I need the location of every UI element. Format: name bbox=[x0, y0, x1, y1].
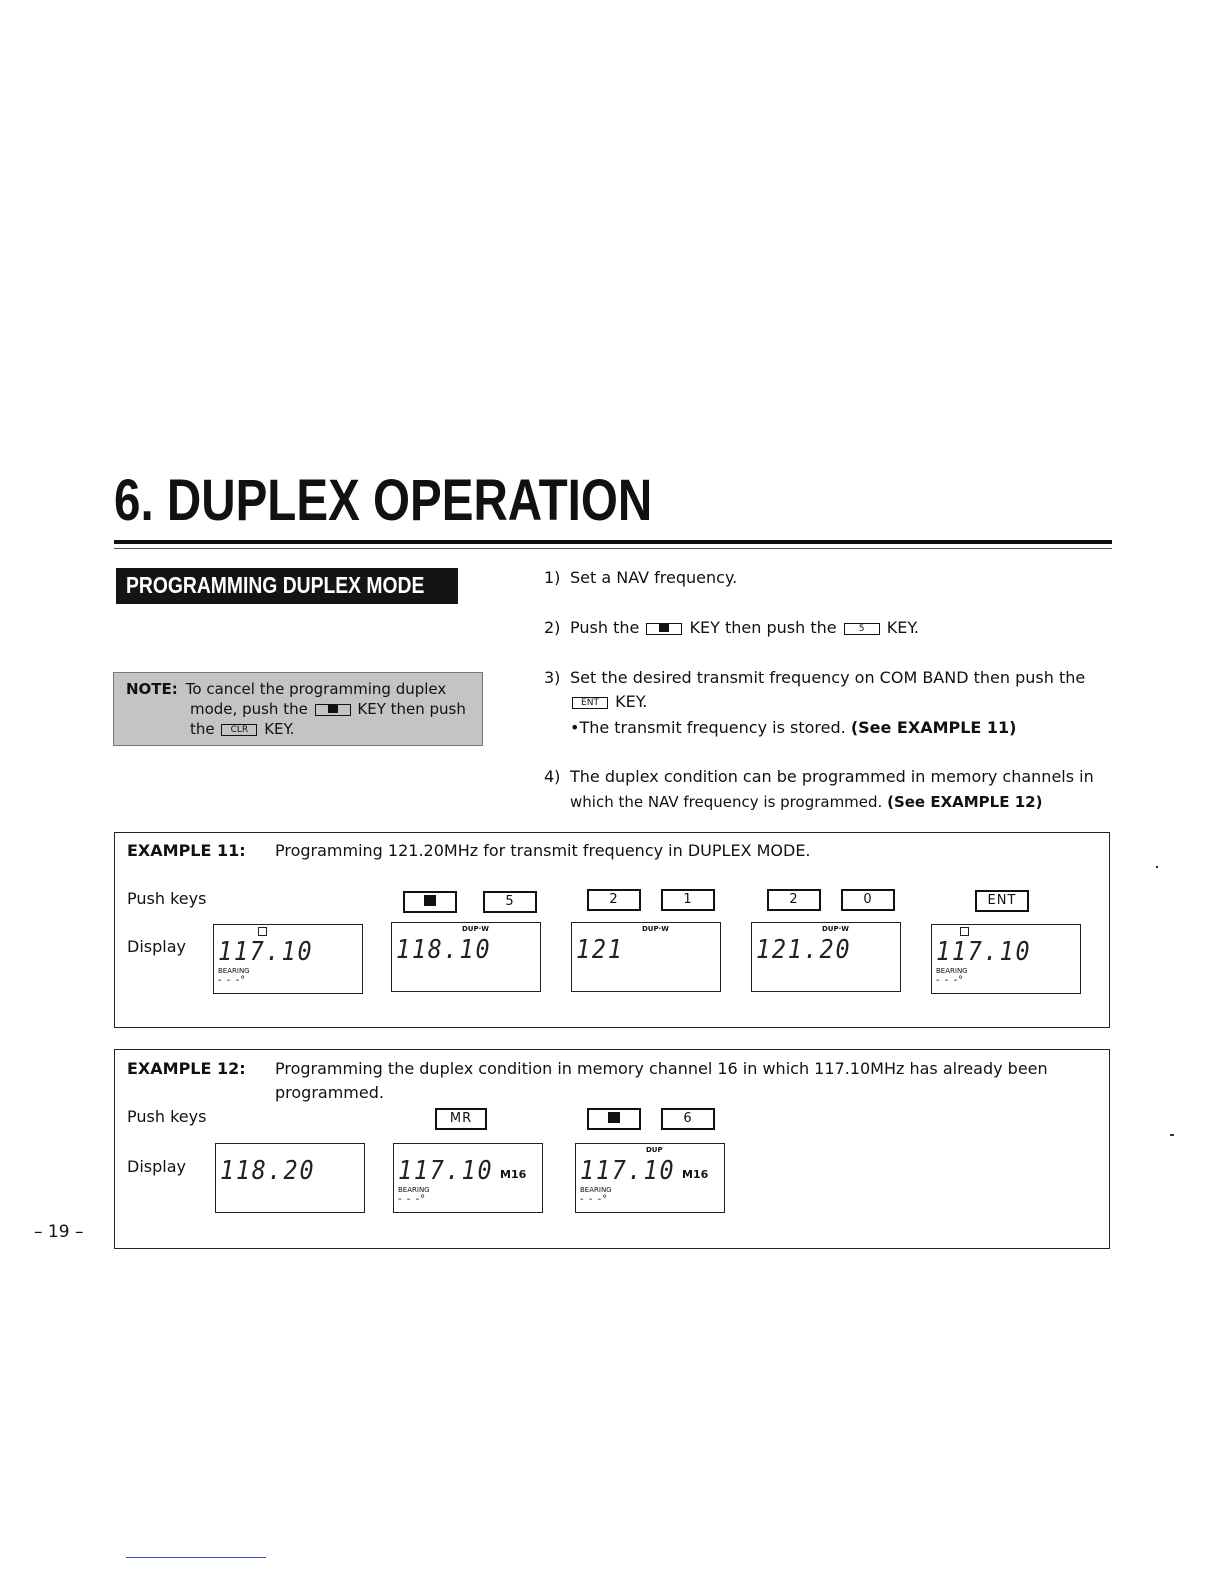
note-box bbox=[113, 672, 483, 746]
example-11-box bbox=[114, 832, 1110, 1028]
step-4 bbox=[544, 765, 1094, 789]
memory-indicator-icon bbox=[960, 927, 969, 936]
step-2-text-b: KEY then push the bbox=[689, 618, 837, 637]
lcd-frequency: 118.20 bbox=[220, 1156, 316, 1186]
clr-key-icon: CLR bbox=[221, 724, 257, 736]
scan-speck bbox=[1156, 866, 1158, 868]
step-4-text-b: which the NAV frequency is programmed. bbox=[570, 793, 883, 811]
section-heading bbox=[116, 568, 458, 604]
key-6: 6 bbox=[661, 1108, 715, 1130]
lcd-bearing-label: BEARING bbox=[936, 967, 968, 975]
key-2: 2 bbox=[767, 889, 821, 911]
step-3-bullet bbox=[570, 716, 1017, 740]
step-1-number: 1) bbox=[544, 568, 561, 587]
lcd-display bbox=[571, 922, 721, 992]
lcd-display bbox=[391, 922, 541, 992]
example-11-description: Programming 121.20MHz for transmit frequency in DUPLEX MODE. bbox=[275, 841, 811, 860]
step-3-number: 3) bbox=[544, 668, 561, 687]
step-4-number: 4) bbox=[544, 767, 561, 786]
lcd-display bbox=[215, 1143, 365, 1213]
step-3-line-2 bbox=[570, 690, 647, 714]
lcd-bearing-value: - - -° bbox=[218, 975, 247, 986]
example-12-label: EXAMPLE 12: bbox=[127, 1059, 246, 1078]
step-4-line-2 bbox=[570, 790, 1042, 814]
lcd-frequency: 117.10 bbox=[580, 1156, 676, 1186]
lcd-bearing-label: BEARING bbox=[398, 1186, 430, 1194]
lcd-dupw-tag: DUP·W bbox=[462, 925, 490, 933]
step-4-text-a: The duplex condition can be programmed in memory channels in bbox=[570, 767, 1094, 786]
lcd-dupw-tag: DUP·W bbox=[822, 925, 850, 933]
mr-key: MR bbox=[435, 1108, 487, 1130]
note-text-1: To cancel the programming duplex bbox=[185, 680, 447, 698]
step-1 bbox=[544, 566, 737, 590]
step-3-reference: (See EXAMPLE 11) bbox=[850, 718, 1017, 737]
f-key bbox=[403, 891, 457, 913]
example-12-box bbox=[114, 1049, 1110, 1249]
example-11-label: EXAMPLE 11: bbox=[127, 841, 246, 860]
lcd-bearing-label: BEARING bbox=[580, 1186, 612, 1194]
step-2 bbox=[544, 616, 919, 640]
key-0: 0 bbox=[841, 889, 895, 911]
step-4-reference: (See EXAMPLE 12) bbox=[887, 793, 1043, 811]
lcd-bearing-value: - - -° bbox=[398, 1194, 427, 1205]
section-heading-text: PROGRAMMING DUPLEX MODE bbox=[126, 572, 425, 598]
lcd-bearing-value: - - -° bbox=[936, 975, 965, 986]
f-key bbox=[587, 1108, 641, 1130]
display-label: Display bbox=[127, 937, 186, 956]
note-text-3a: the bbox=[190, 720, 215, 738]
key-2: 2 bbox=[587, 889, 641, 911]
example-12-description-line-2: programmed. bbox=[275, 1083, 384, 1102]
page-number: – 19 – bbox=[34, 1222, 84, 1242]
key-5: 5 bbox=[483, 891, 537, 913]
lcd-display bbox=[575, 1143, 725, 1213]
lcd-frequency: 118.10 bbox=[396, 935, 492, 965]
note-text-3b: KEY. bbox=[264, 720, 295, 738]
footer-underline bbox=[126, 1557, 266, 1558]
lcd-channel: M16 bbox=[500, 1168, 527, 1181]
step-2-text-c: KEY. bbox=[886, 618, 919, 637]
page-title: 6. DUPLEX OPERATION bbox=[114, 468, 653, 533]
lcd-bearing-label: BEARING bbox=[218, 967, 250, 975]
step-3-bullet-text: •The transmit frequency is stored. bbox=[570, 718, 846, 737]
memory-indicator-icon bbox=[258, 927, 267, 936]
example-12-title bbox=[127, 1059, 1048, 1078]
lcd-display bbox=[393, 1143, 543, 1213]
lcd-frequency: 121 bbox=[576, 935, 624, 965]
lcd-frequency: 117.10 bbox=[936, 937, 1032, 967]
step-3-text-b: KEY. bbox=[615, 692, 648, 711]
key-5-icon: 5 bbox=[844, 623, 880, 635]
lcd-dup-tag: DUP bbox=[646, 1146, 663, 1154]
lcd-frequency: 117.10 bbox=[218, 937, 314, 967]
step-1-text: Set a NAV frequency. bbox=[570, 568, 738, 587]
lcd-frequency: 121.20 bbox=[756, 935, 852, 965]
f-key-icon bbox=[646, 623, 682, 635]
f-key-icon bbox=[315, 704, 351, 716]
lcd-bearing-value: - - -° bbox=[580, 1194, 609, 1205]
lcd-display bbox=[213, 924, 363, 994]
ent-key-icon: ENT bbox=[572, 697, 608, 709]
step-3 bbox=[544, 666, 1085, 690]
title-rule bbox=[114, 540, 1112, 544]
key-1: 1 bbox=[661, 889, 715, 911]
lcd-display bbox=[751, 922, 901, 992]
ent-key: ENT bbox=[975, 890, 1029, 912]
scan-speck bbox=[1170, 1134, 1174, 1136]
push-keys-label: Push keys bbox=[127, 1107, 207, 1126]
step-3-text-a: Set the desired transmit frequency on COM BAND then push the bbox=[570, 668, 1086, 687]
note-line-1 bbox=[126, 679, 472, 699]
step-2-number: 2) bbox=[544, 618, 561, 637]
lcd-dupw-tag: DUP·W bbox=[642, 925, 670, 933]
example-11-title bbox=[127, 841, 811, 860]
note-label: NOTE: bbox=[126, 680, 178, 698]
display-label: Display bbox=[127, 1157, 186, 1176]
example-12-description: Programming the duplex condition in memory channel 16 in which 117.10MHz has already been bbox=[275, 1059, 1048, 1078]
note-text-2a: mode, push the bbox=[190, 700, 308, 718]
note-text-2b: KEY then push bbox=[357, 700, 466, 718]
note-line-2 bbox=[126, 699, 472, 719]
lcd-frequency: 117.10 bbox=[398, 1156, 494, 1186]
lcd-display bbox=[931, 924, 1081, 994]
note-line-3 bbox=[126, 719, 472, 739]
push-keys-label: Push keys bbox=[127, 889, 207, 908]
title-rule-thin bbox=[114, 548, 1112, 549]
lcd-channel: M16 bbox=[682, 1168, 709, 1181]
step-2-text-a: Push the bbox=[570, 618, 640, 637]
